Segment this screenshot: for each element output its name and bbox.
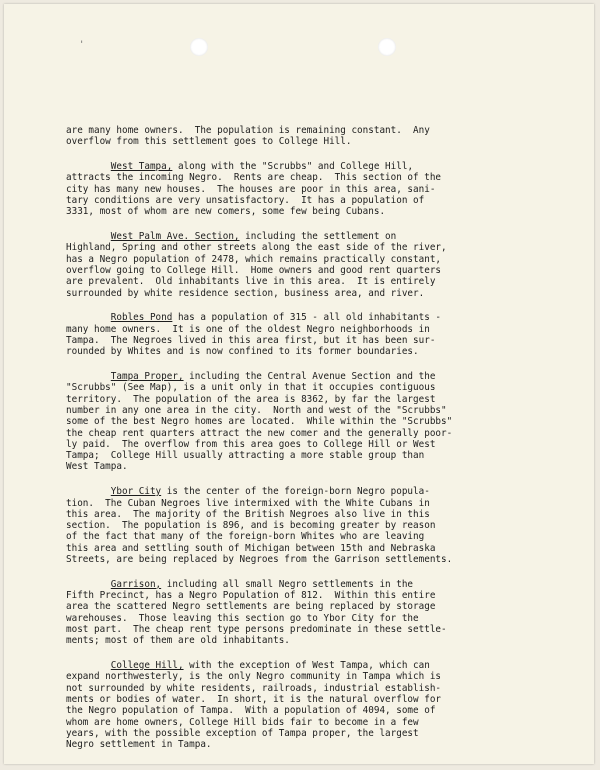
text-line: some of the best Negro homes are located. While within the "Scrubbs" [66,416,453,428]
text-line: West Tampa, along with the "Scrubbs" and College Hill, [110,161,414,173]
text-line: expand northwesterly, is the only Negro community in Tampa which is [66,671,442,683]
text-line: territory. The population of the area is 8362, by far the largest [66,393,436,405]
text-line: this area. The majority of the British Negroes also live in this [66,508,430,520]
text-line: this area and settling south of Michigan between 15th and Nebraska [66,542,436,554]
section-heading: Garrison, [110,578,162,590]
text-line: ments or bodies of water. In short, it is the natural overflow for [66,693,442,705]
paragraph [66,660,556,750]
text-line: ments; most of them are old inhabitants. [66,635,290,647]
text-line: section. The population is 896, and is becoming greater by reason [66,520,436,532]
punch-hole-left [190,38,208,56]
text-line: Garrison, including all small Negro settlements in the [110,578,414,590]
paragraph [66,371,556,473]
text-line: Fifth Precinct, has a Negro Population of 812. Within this entire [66,590,436,602]
text-line: tary conditions are very unsatisfactory. It has a population of [66,194,425,206]
paragraph [66,486,556,565]
text-line: warehouses. Those leaving this section go to Ybor City for the [66,612,419,624]
paragraph [66,125,556,148]
text-line: Streets, are being replaced by Negroes from the Garrison settlements. [66,554,453,565]
text-line: Ybor City is the center of the foreign-born Negro popula- [110,486,430,498]
text-line: tion. The Cuban Negroes live intermixed with the White Cubans in [66,497,430,509]
punch-hole-right [378,38,396,56]
text-line: the Negro population of Tampa. With a population of 4094, some of [66,705,436,717]
text-line: years, with the possible exception of Tampa proper, the largest [66,727,419,739]
paragraph [66,312,556,357]
section-heading: College Hill, [110,660,184,672]
text-line: has a Negro population of 2478, which remains practically constant, [66,253,442,265]
text-line: surrounded by white residence section, business area, and river. [66,287,425,299]
document-page [4,4,594,764]
section-heading: Tampa Proper, [110,371,184,383]
paragraph [66,161,556,217]
section-heading: Ybor City [110,486,162,498]
text-line: "Scrubbs" (See Map), is a unit only in that it occupies contiguous [66,382,436,394]
text-line: attracts the incoming Negro. Rents are cheap. This section of the [66,172,442,184]
text-line: overflow from this settlement goes to College Hill. [66,136,352,148]
text-line: of the fact that many of the foreign-born Whites who are leaving [66,531,425,543]
text-line: overflow going to College Hill. Home owners and good rent quarters [66,264,442,276]
document-body [66,125,556,764]
text-line: Negro settlement in Tampa. [66,739,212,751]
text-line: 3331, most of whom are new comers, some few being Cubans. [66,206,386,218]
text-line: most part. The cheap rent type persons predominate in these settle- [66,623,447,635]
text-line: are prevalent. Old inhabitants live in this area. It is entirely [66,276,436,288]
text-line: West Tampa. [66,461,128,473]
text-line: not surrounded by white residents, railroads, industrial establish- [66,682,442,694]
text-line: Tampa. The Negroes lived in this area first, but it has been sur- [66,334,436,346]
text-line: Highland, Spring and other streets along the east side of the river, [66,242,447,254]
paragraph [66,579,556,647]
text-line: ly paid. The overflow from this area goes to College Hill or West [66,438,436,450]
text-line: Tampa Proper, including the Central Avenue Section and the [110,371,436,383]
text-line: College Hill, with the exception of West Tampa, which can [110,660,430,672]
text-line: West Palm Ave. Section, including the settlement on [110,231,397,243]
paragraph [66,231,556,299]
text-line: area the scattered Negro settlements are being replaced by storage [66,601,436,613]
text-line: many home owners. It is one of the oldest Negro neighborhoods in [66,323,430,335]
text-line: are many home owners. The population is remaining constant. Any [66,125,430,136]
text-line: rounded by Whites and is now confined to its former boundaries. [66,346,419,358]
pencil-mark: ' [79,40,85,50]
text-line: Tampa; College Hill usually attracting a more stable group than [66,450,425,462]
text-line: city has many new houses. The houses are poor in this area, sani- [66,183,436,195]
text-line: the cheap rent quarters attract the new comer and the generally poor- [66,427,453,439]
text-line: number in any one area in the city. North and west of the "Scrubbs" [66,404,447,416]
section-heading: West Palm Ave. Section, [110,231,240,243]
text-line: Robles Pond has a population of 315 - all old inhabitants - [110,312,442,324]
section-heading: Robles Pond [110,312,173,324]
section-heading: West Tampa, [110,161,173,173]
text-line: whom are home owners, College Hill bids fair to become in a few [66,716,419,728]
